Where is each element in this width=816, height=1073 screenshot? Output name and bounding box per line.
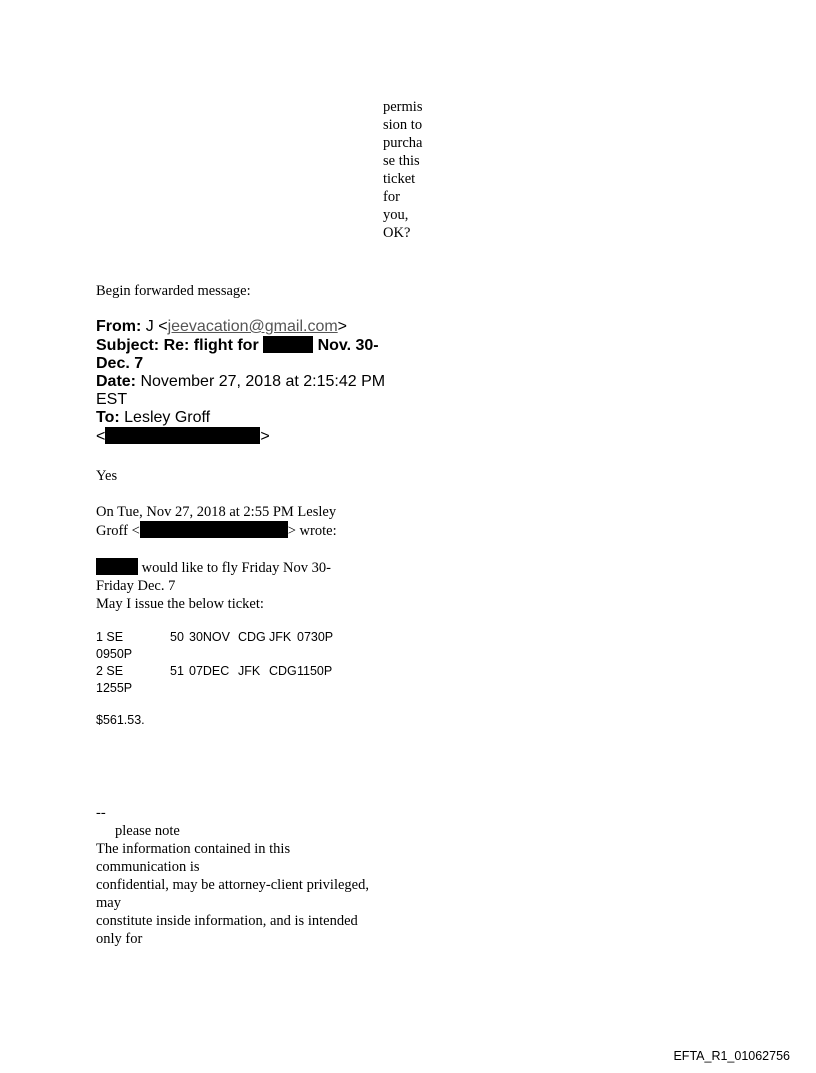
notice-line: please note [115,823,180,839]
email-headers [96,318,385,446]
date-line-2 [96,391,385,409]
quote-intro-line-2 [96,521,337,540]
fragment-line: you, [383,207,409,223]
flight-number: 51 [170,664,184,678]
flight-number: 50 [170,630,184,644]
subject-label: Subject: [96,337,160,354]
destination: JFK [269,630,292,644]
confidentiality-notice [96,822,369,948]
request-line-3: May I issue the below ticket: [96,596,264,612]
notice-line: constitute inside information, and is intended [96,913,358,929]
segment: 2 SE [96,664,124,678]
flight-date: 30NOV [189,630,230,644]
quote-intro-line-1: On Tue, Nov 27, 2018 at 2:55 PM Lesley [96,504,337,520]
notice-line: communication is [96,859,200,875]
request-line-1 [96,558,331,577]
fragment-line: permis [383,99,423,115]
request-block [96,558,331,613]
fragment-line: purcha [383,135,423,151]
redaction-bar [263,336,313,353]
document-id: EFTA_R1_01062756 [673,1049,790,1063]
date-line [96,373,385,391]
to-label: To: [96,409,120,426]
redaction-bar [105,427,260,444]
redaction-bar [140,521,288,538]
fragment-line: sion to [383,117,423,133]
arrival: 0950P [96,647,133,661]
fragment-line: se this [383,153,420,169]
destination: CDG [269,664,297,678]
from-name: J < [145,318,168,335]
subject-line [96,336,385,355]
notice-line: may [96,895,121,911]
to-line [96,409,385,427]
segment: 1 SE [96,630,124,644]
quote-intro [96,503,337,540]
quote-intro-post: > wrote: [287,523,337,539]
subject-text-b: Nov. 30- [317,337,379,354]
notice-line: The information contained in this [96,841,291,857]
fragment-line: for [383,189,400,205]
notice-line: confidential, may be attorney-client privileged, [96,877,369,893]
itinerary [96,629,333,697]
fragment-line: ticket [383,171,416,187]
price: $561.53. [96,713,145,727]
flight-date: 07DEC [189,664,230,678]
date-text-a: November 27, 2018 at 2:15:42 PM [140,373,386,390]
subject-text-c: Dec. 7 [96,355,144,372]
departure: 0730P [297,630,334,644]
notice-line: only for [96,931,143,947]
from-label: From: [96,318,142,335]
redaction-bar [96,558,138,575]
from-line [96,318,385,336]
origin: CDG [238,630,266,644]
fragment-line: OK? [383,225,411,241]
from-email-link[interactable]: jeevacation@gmail.com [167,318,338,335]
quote-intro-pre: Groff < [96,523,140,539]
to-name: Lesley Groff [124,409,211,426]
itinerary-row [96,629,333,646]
to-line-2 [96,427,385,446]
subject-text-a: Re: flight for [163,337,259,354]
top-fragment [383,98,422,242]
to-open: < [96,428,106,445]
from-close: > [337,318,348,335]
reply-text: Yes [96,468,118,484]
itinerary-row [96,663,333,680]
request-line-2: Friday Dec. 7 [96,578,176,594]
signature-dash: -- [96,805,106,821]
request-text-a: would like to fly Friday Nov 30- [141,560,331,576]
arrival: 1255P [96,681,133,695]
forward-intro: Begin forwarded message: [96,283,251,299]
date-text-b: EST [96,391,128,408]
subject-line-2 [96,355,385,373]
date-label: Date: [96,373,137,390]
origin: JFK [238,664,261,678]
to-close: > [260,428,270,445]
departure: 1150P [297,664,333,678]
